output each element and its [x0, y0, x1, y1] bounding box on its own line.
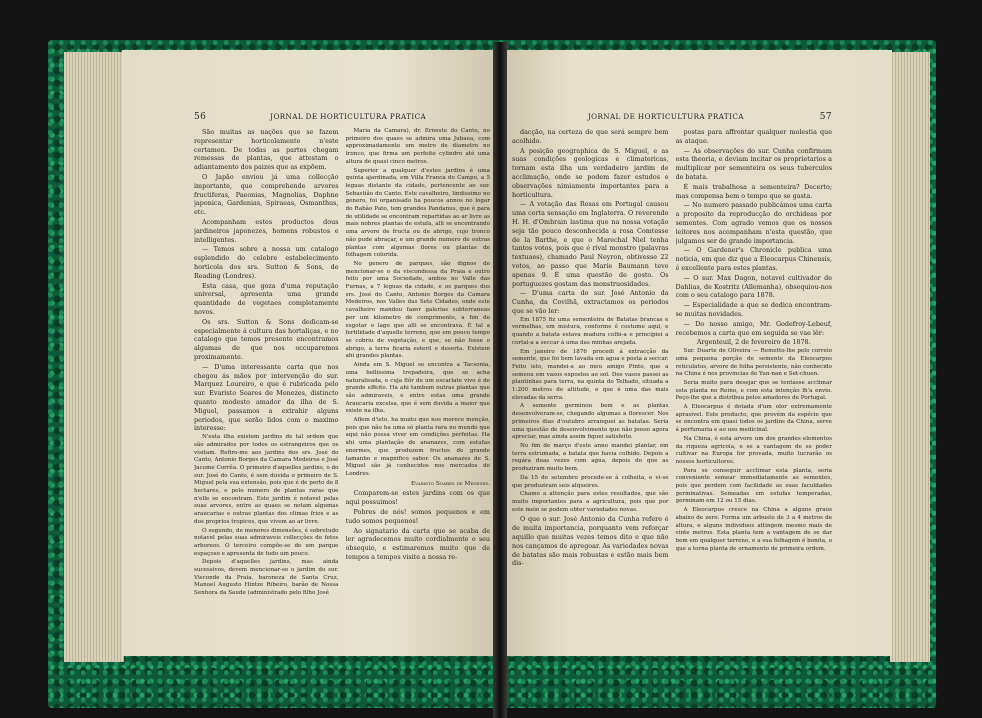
- paragraph: A semente germinou bem e as plantas desenvolveram-se, chegando algumas a florescer. Nos primeiros dias d'outubro arranquei as batatas. Seria uma questão de desenvolvimento que não posso agora apreciar, mas ainda assim fiquei satisfeito.: [512, 403, 669, 441]
- paragraph: — D'uma carta do sur. José Antonio da Cunha, da Covilhã, extractamos os periodos que se vão ler:: [512, 289, 669, 315]
- left-page-column-2: [346, 128, 491, 648]
- paragraph: Na China, é esta arvore um dos grandes elementos da riqueza agricola, e se a vantagem de se poder cultivar na Europa for provada, muito lucrarão os nossos horticultores.: [675, 435, 832, 465]
- book-gutter: [493, 42, 507, 718]
- paragraph: Evaristo Soares de Menezes.: [410, 480, 490, 487]
- paragraph: Da 15 de setembro procede-se á colheita, e vi-se que produziram seis alqueires.: [512, 474, 669, 489]
- paragraph: Depois d'aquelles jardins, mas ainda sucessivos, devem mencionar-se o jardim do sur. Visconde da Praia, baroneza de Santa Cruz, Manoel Augusto Hintze Ribeiro, barão de Nossa Senhora da Saude (administrado pelo filho José: [194, 559, 339, 597]
- paragraph: — As observações do sur. Cunha confirmam esta theoria, e deviam incitar os proprietarios a multiplicar por sementeira os seus tuberculos de batata.: [675, 146, 832, 181]
- paragraph: A Eleocarpus é dotada d'um olor extremamente aprasivel. Este producto, que provém da espécie que se encontra em quasi todos os jardins da China, serve á perfumaria e ao uso medicinal.: [675, 404, 832, 434]
- paragraph: Superior a qualquer d'estes jardins é uma quinta ajardinada, em Villa Franca do Campo, a 5 leguas distante da cidade, pertencente ao sur. Sebastião do Canto. Este cavalheiro, lindissimo no genero, foi organisado ha poucos annos no logar do Rabão Pato, tem grandes Pandanus, que é para de utilidade se encontram repartidas ao ar livre as mais nobres plantas de estufa, alli se encontrando uma arvore de fructa ou de abrigo, cujo tronco não pude abraçar, e um grande numero de outras plantas com algumas flores ou plantas de folhagem colorida.: [345, 167, 490, 259]
- paragraph: O segundo, de menores dimensões, é sobretudo notavel pelas suas admiraveis collecções de fetos arboreos. O terceiro compõe-se de um parque espaçoso e apresenta de tudo um pouco.: [194, 527, 339, 557]
- paragraph: Argenteuil, 2 de fevereiro de 1878.: [696, 338, 811, 347]
- paragraph: — No numero passado publicámos uma carta a proposito da reproducção do orchideas por sementes. Com agrado vemos que os nossos leitores nos acompanham n'esta questão, que julgamos ser de grande importancia.: [675, 201, 832, 245]
- right-running-header: [512, 112, 832, 122]
- paragraph: O Japão enviou já uma collecção importante, que comprehende arvores fructiferas, Paeonias, Magnolias, Daphne japonica, Gardenias, Spiraeas, Osmanthus, etc.: [194, 172, 339, 217]
- paragraph: Esta casa, que goza d'uma reputação universal, apresenta uma grande quantidade de vegetaes completamente novos.: [194, 281, 339, 316]
- left-page: [122, 50, 500, 656]
- left-page-number: 56: [194, 112, 207, 122]
- paragraph: Aflem d'isto, ha muito que nos merece menção, pois que não ha uma só planta rara no mundo que aqui não possa viver em condições perfeitas. Ha ahi uma plantação de ananazes, com estufas enormes, que produzem fructos de grande tamanho e magnifico sabor. Os ananazes de S. Miguel são já conhecidos nos mercados de Londres.: [345, 417, 490, 477]
- page-edges-right: [890, 52, 930, 662]
- right-page-column-2: [676, 128, 833, 648]
- right-page-column-1: [512, 128, 669, 648]
- paragraph: Em 1875 fiz uma sementeira de Batatas brancas e vermelhas, em mistura, conforme é costume aqui, e quando a batata estava madura colhi-a e principiei a cortal-a a seccar á uma das minhas arejada.: [512, 316, 669, 346]
- right-page: [500, 50, 892, 656]
- paragraph: O que o sur. José Antonio da Cunha refere é de muita importancia, porquanto vem reforçar aquillo que muitas vezes temos dito e que não nos cançamos de apregoar. As variedades novas de batatas são mais robustas e estão mais bem dis-: [512, 515, 669, 568]
- paragraph: Em janeiro de 1876 procedi á extracção da semente, que foi bem lavada em agua e posta a seccar. Feito isto, mandei-a ao meu amigo Pinto, que a semeou em vasos expostos ao sol. Dos vasos passei as plantinhas para terra, na quinta do Telhado, situada a 1:200 metros de altitude, e que é uma das mais elevadas da serra.: [512, 348, 669, 401]
- paragraph: Ainda em S. Miguel se encontra a Tacsonia, uma bellissima trepadeira, que se acha naturalisada, e cuja flôr de um escarlate vivo é de grande effeito. Ha ahi tambem outras plantas que são admiraveis, e entre estas uma grande Araucaria excelsa, que é sem duvida a maior que existe na ilha.: [345, 362, 490, 415]
- paragraph: Maria da Camara), dr. Ernesto do Canto, no primeiro dos quaes se admira uma Jubaea, com approximadamente um metro de diametro no tronco, que firma um perfeito cylindro até uma altura de quasi cinco metros.: [345, 128, 490, 165]
- paragraph: — Temos sobre a nossa um catalogo esplendido do celebre estabelecimento horticola dos srs. Sutton & Sons, de Reading (Londres).: [194, 245, 339, 280]
- paragraph: Para se conseguir acclimar esta planta, seria conveniente semear immediatamente as sementes, pois que perdem com facilidade as suas faculdades germinativas. Semeadas em estufas temperadas, germinam em 12 ou 15 dias.: [675, 467, 832, 505]
- paragraph: — D'uma interessante carta que nos chegou ás mãos por intervenção do sur. Marquez Loureiro, e que é rubricada pelo sur. Evaristo Soares de Menezes, distincto quanto modesto amador da ilha de S. Miguel, passamos a extrahir alguns periodos, que serão lidos com o maximo interesse:: [194, 362, 339, 433]
- paragraph: — O Gardener's Chronicle publica uma noticia, em que diz que a Eleocarpus Chinensis, é excellente para estes plantas.: [675, 246, 832, 272]
- paragraph: A Eleocarpus cresce na China a alguns graus abaixo de zero. Forma um arbusto de 3 a 4 metros de altura, e alguns individuos attingem mesmo mais de vinte metros. Esta planta tem a vantagem de se dar bem em qualquer terreno, e a sua folhagem é bonita, o que a torna planta de ornamento de primeira ordem.: [675, 507, 832, 552]
- paragraph: São muitas as nações que se fazem representar horticolamente n'este certamen. De todas as partes chegam remessas de plantas, que attestam o adiantamento dos paizes que as expõem.: [194, 128, 339, 172]
- left-running-head: JORNAL DE HORTICULTURA PRATICA: [270, 112, 427, 121]
- paragraph: N'esta ilha existem jardins de tal ordem que são admirados por todos os estrangeiros que os visitam. Refiro-me aos jardins dos srs. José do Canto, Antonio Borges da Camara Medeiros e José Jacome Corrêa. O primeiro d'aquelles jardins, o do sur. José do Canto, é sem duvida o primeiro de S. Miguel pela sua extensão, pois que é de perto de 8 hectares, e pelo numero de plantas raras que n'elle se encontram. Este jardim é notavel pelas suas arvores, entre as quaes se notam algumas araucarias e outras plantas dos climas frios e as dos proprios tropicos, que vivem ao ar livre.: [194, 434, 339, 525]
- paragraph: — O sur. Max Dagon, notavel cultivador de Dahlias, de Kostritz (Allemanha), obsequiou-nos com o seu catalogo para 1878.: [675, 273, 832, 300]
- paragraph: No genero de parques, são dignos de mencionar-se o da viscondessa da Praia e outro feito por uma Sociedade, ambos no Valle das Furnas, a 7 leguas da cidade, e os parques dos srs. José do Canto, Antonio Borges da Camara Medeiros, nos Valles das Sete Cidades, onde este cavalheiro mandou fazer galerias subterraneas por um kilometro de comprimento, a fim de esgotar o lago que alli se encontrava. É tal a fertilidade d'aquelle terreno, que em pouco tempo se cobriu de vegetação, e que, se não fosse o abrigo, a terra ficaria esteril e deserta. Existem ahi grandes plantas.: [345, 260, 490, 360]
- left-running-header: [194, 112, 490, 122]
- paragraph: Sur. Duarte de Oliveira — Remetto-lhe pelo correio uma pequena porção de semente da Eleocarpus reticulatus, arvore de folha persistente, não conhecido na China é nos provincias de Yun-nan e Set-chuen.: [675, 348, 832, 378]
- paragraph: postas para affrontar qualquer molestia que as ataque.: [675, 128, 832, 145]
- paragraph: No fim de março d'este anno mandei plantar, em terra estrumada, a batata que havia colhido. Depois a regára duas vezes com agua, depois do que as produziram muito bem.: [512, 442, 669, 473]
- paragraph: Seria muito para desejar que se tentasse acclimar esta planta no Reino, e com esta intenção lh'a envio. Peço-lhe que a distribua pelos amadores de Portugal.: [675, 379, 832, 402]
- paragraph: É mais trabalhosa a sementeira? Decerto; mas compensa bem o tempo que se gasta.: [675, 182, 832, 200]
- right-running-head: JORNAL DE HORTICULTURA PRATICA: [587, 112, 744, 121]
- paragraph: — Do nosso amigo, Mr. Godefroy-Lebeuf, recebemos a carta que em seguida se vae lêr:: [675, 319, 832, 337]
- paragraph: Os srs. Sutton & Sons dedicam-se especialmente á cultura das hortaliças, e no catalogo que temos presente encontramos algumas de que nos occuparemos proximamente.: [194, 317, 339, 361]
- paragraph: Comparem-se estes jardins com os que aqui possuimos!: [345, 489, 490, 507]
- paragraph: dacção, na certeza de que será sempre bem acolhido.: [512, 128, 669, 145]
- paragraph: — A votação das Rosas em Portugal causou uma certa sensação em Inglaterra. O reverendo H. H. d'Ombrain lastima que na nossa votação seja tão pouco desconhecida a rosa Comtesse de la Barthe, e que o Marechal Niel tenha tantos votos, pois que é rival monstro (palavras textuaes), chamado Paul Neyron, obtivesse 22 votos, ao passo que Marie Baumann teve apenas 9. É uma questão de gosto. Os portuguezes gostam das monstruosidades.: [512, 200, 669, 288]
- paragraph: Ao signatario da carta que se acaba de ler agradecemos muito cordialmente o seu obsequio, e estimaremos muito que de tempos a tempos visite a nossa re-: [345, 526, 490, 562]
- paragraph: A posição geographica de S. Miguel, e as suas condições geologicas e climatericas, tornam esta ilha um verdadeiro jardim de acclimação, onde se podem fazer estudos e observações nimiamente importantes para a horticultura.: [512, 146, 669, 199]
- paragraph: Chamo a attenção para estes resultados, que são muito importantes para a agricultura, pois que por este meio se podem obter variedades novas.: [512, 491, 669, 513]
- right-page-number: 57: [819, 112, 832, 122]
- paragraph: Acompanham estes productos dous jardineiros japonezes, homens robustos e intelligentes.: [194, 217, 339, 244]
- page-edges-left: [64, 52, 124, 662]
- left-page-column-1: [194, 128, 339, 648]
- paragraph: — Especialidade a que se dedica encontram-se muitas novidades.: [675, 301, 832, 318]
- paragraph: Pobres de nós! somos pequenos e em tudo somos pequenos!: [345, 508, 490, 525]
